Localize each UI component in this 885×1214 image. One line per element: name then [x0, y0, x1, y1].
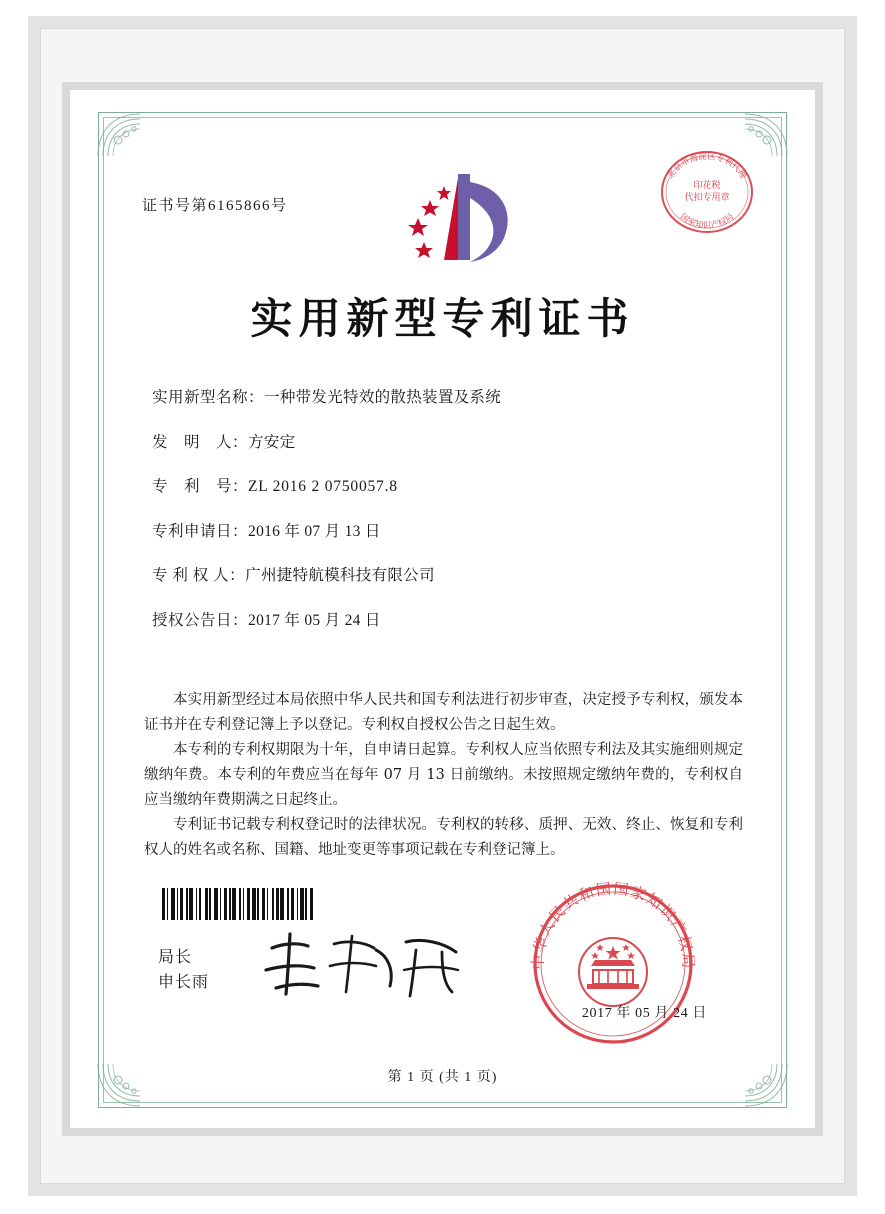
signature-block	[158, 946, 209, 996]
certificate-fields	[152, 390, 745, 657]
field-label: 专 利 号：	[152, 478, 249, 495]
field-value: ZL 2016 2 0750057.8	[248, 478, 398, 495]
field-value: 一种带发光特效的散热装置及系统	[264, 389, 502, 406]
page-title: 实用新型专利证书	[250, 294, 635, 343]
field-invention-name	[152, 390, 745, 406]
patent-office-logo-icon	[400, 168, 530, 268]
legal-text-body	[144, 688, 743, 863]
field-grant-date	[152, 613, 745, 629]
field-label: 发 明 人：	[152, 433, 249, 451]
svg-text:印花税: 印花税	[693, 181, 721, 191]
barcode-icon	[162, 888, 370, 920]
svg-text:国家知识产权局: 国家知识产权局	[677, 211, 737, 231]
svg-text:中华人民共和国国家知识产权局: 中华人民共和国国家知识产权局	[529, 880, 697, 971]
paragraph-3: 专利证书记载专利权登记时的法律状况。专利权的转移、质押、无效、终止、恢复和专利权人的姓名或名称、国籍、地址变更等事项记载在专利登记簿上。	[144, 816, 743, 858]
field-label: 授权公告日：	[152, 611, 249, 629]
page-indicator: 第 1 页 (共 1 页)	[387, 1070, 498, 1085]
handwritten-signature-icon	[256, 926, 476, 1006]
svg-text:代扣专用章: 代扣专用章	[684, 193, 730, 203]
red-round-national-seal-icon	[529, 880, 697, 1048]
field-value: 广州捷特航模科技有限公司	[245, 567, 435, 584]
director-name-label: 申长雨	[158, 973, 210, 991]
field-label: 专利申请日：	[152, 522, 249, 540]
field-value: 2016 年 07 月 13 日	[248, 522, 381, 540]
certificate-paper	[70, 90, 815, 1128]
paragraph-2: 本专利的专利权期限为十年，自申请日起算。专利权人应当依照专利法及其实施细则规定缴纳年费。本专利的年费应当在每年 07 月 13 日前缴纳。未按照规定缴纳年费的，专利权自应当缴纳年费期满之日起终止。	[144, 741, 743, 808]
corner-ornament-icon	[96, 110, 158, 158]
field-patent-number	[152, 479, 745, 495]
field-patentee	[152, 568, 745, 584]
field-value: 2017 年 05 月 24 日	[248, 611, 381, 629]
svg-text:北京市海淀区专利代理: 北京市海淀区专利代理	[665, 151, 749, 181]
field-application-date	[152, 524, 745, 540]
seal-date: 2017 年 05 月 24 日	[581, 1006, 707, 1021]
field-inventor	[152, 435, 745, 451]
paragraph-1: 本实用新型经过本局依照中华人民共和国专利法进行初步审查，决定授予专利权，颁发本证书并在专利登记簿上予以登记。专利权自授权公告之日起生效。	[144, 692, 743, 733]
director-title-label: 局长	[158, 949, 193, 966]
red-oval-stamp-icon	[655, 140, 759, 244]
certificate-number: 证书号第6165866号	[142, 198, 288, 214]
field-label: 专 利 权 人：	[152, 567, 246, 584]
field-value: 方安定	[248, 433, 296, 451]
field-label: 实用新型名称：	[152, 389, 265, 406]
